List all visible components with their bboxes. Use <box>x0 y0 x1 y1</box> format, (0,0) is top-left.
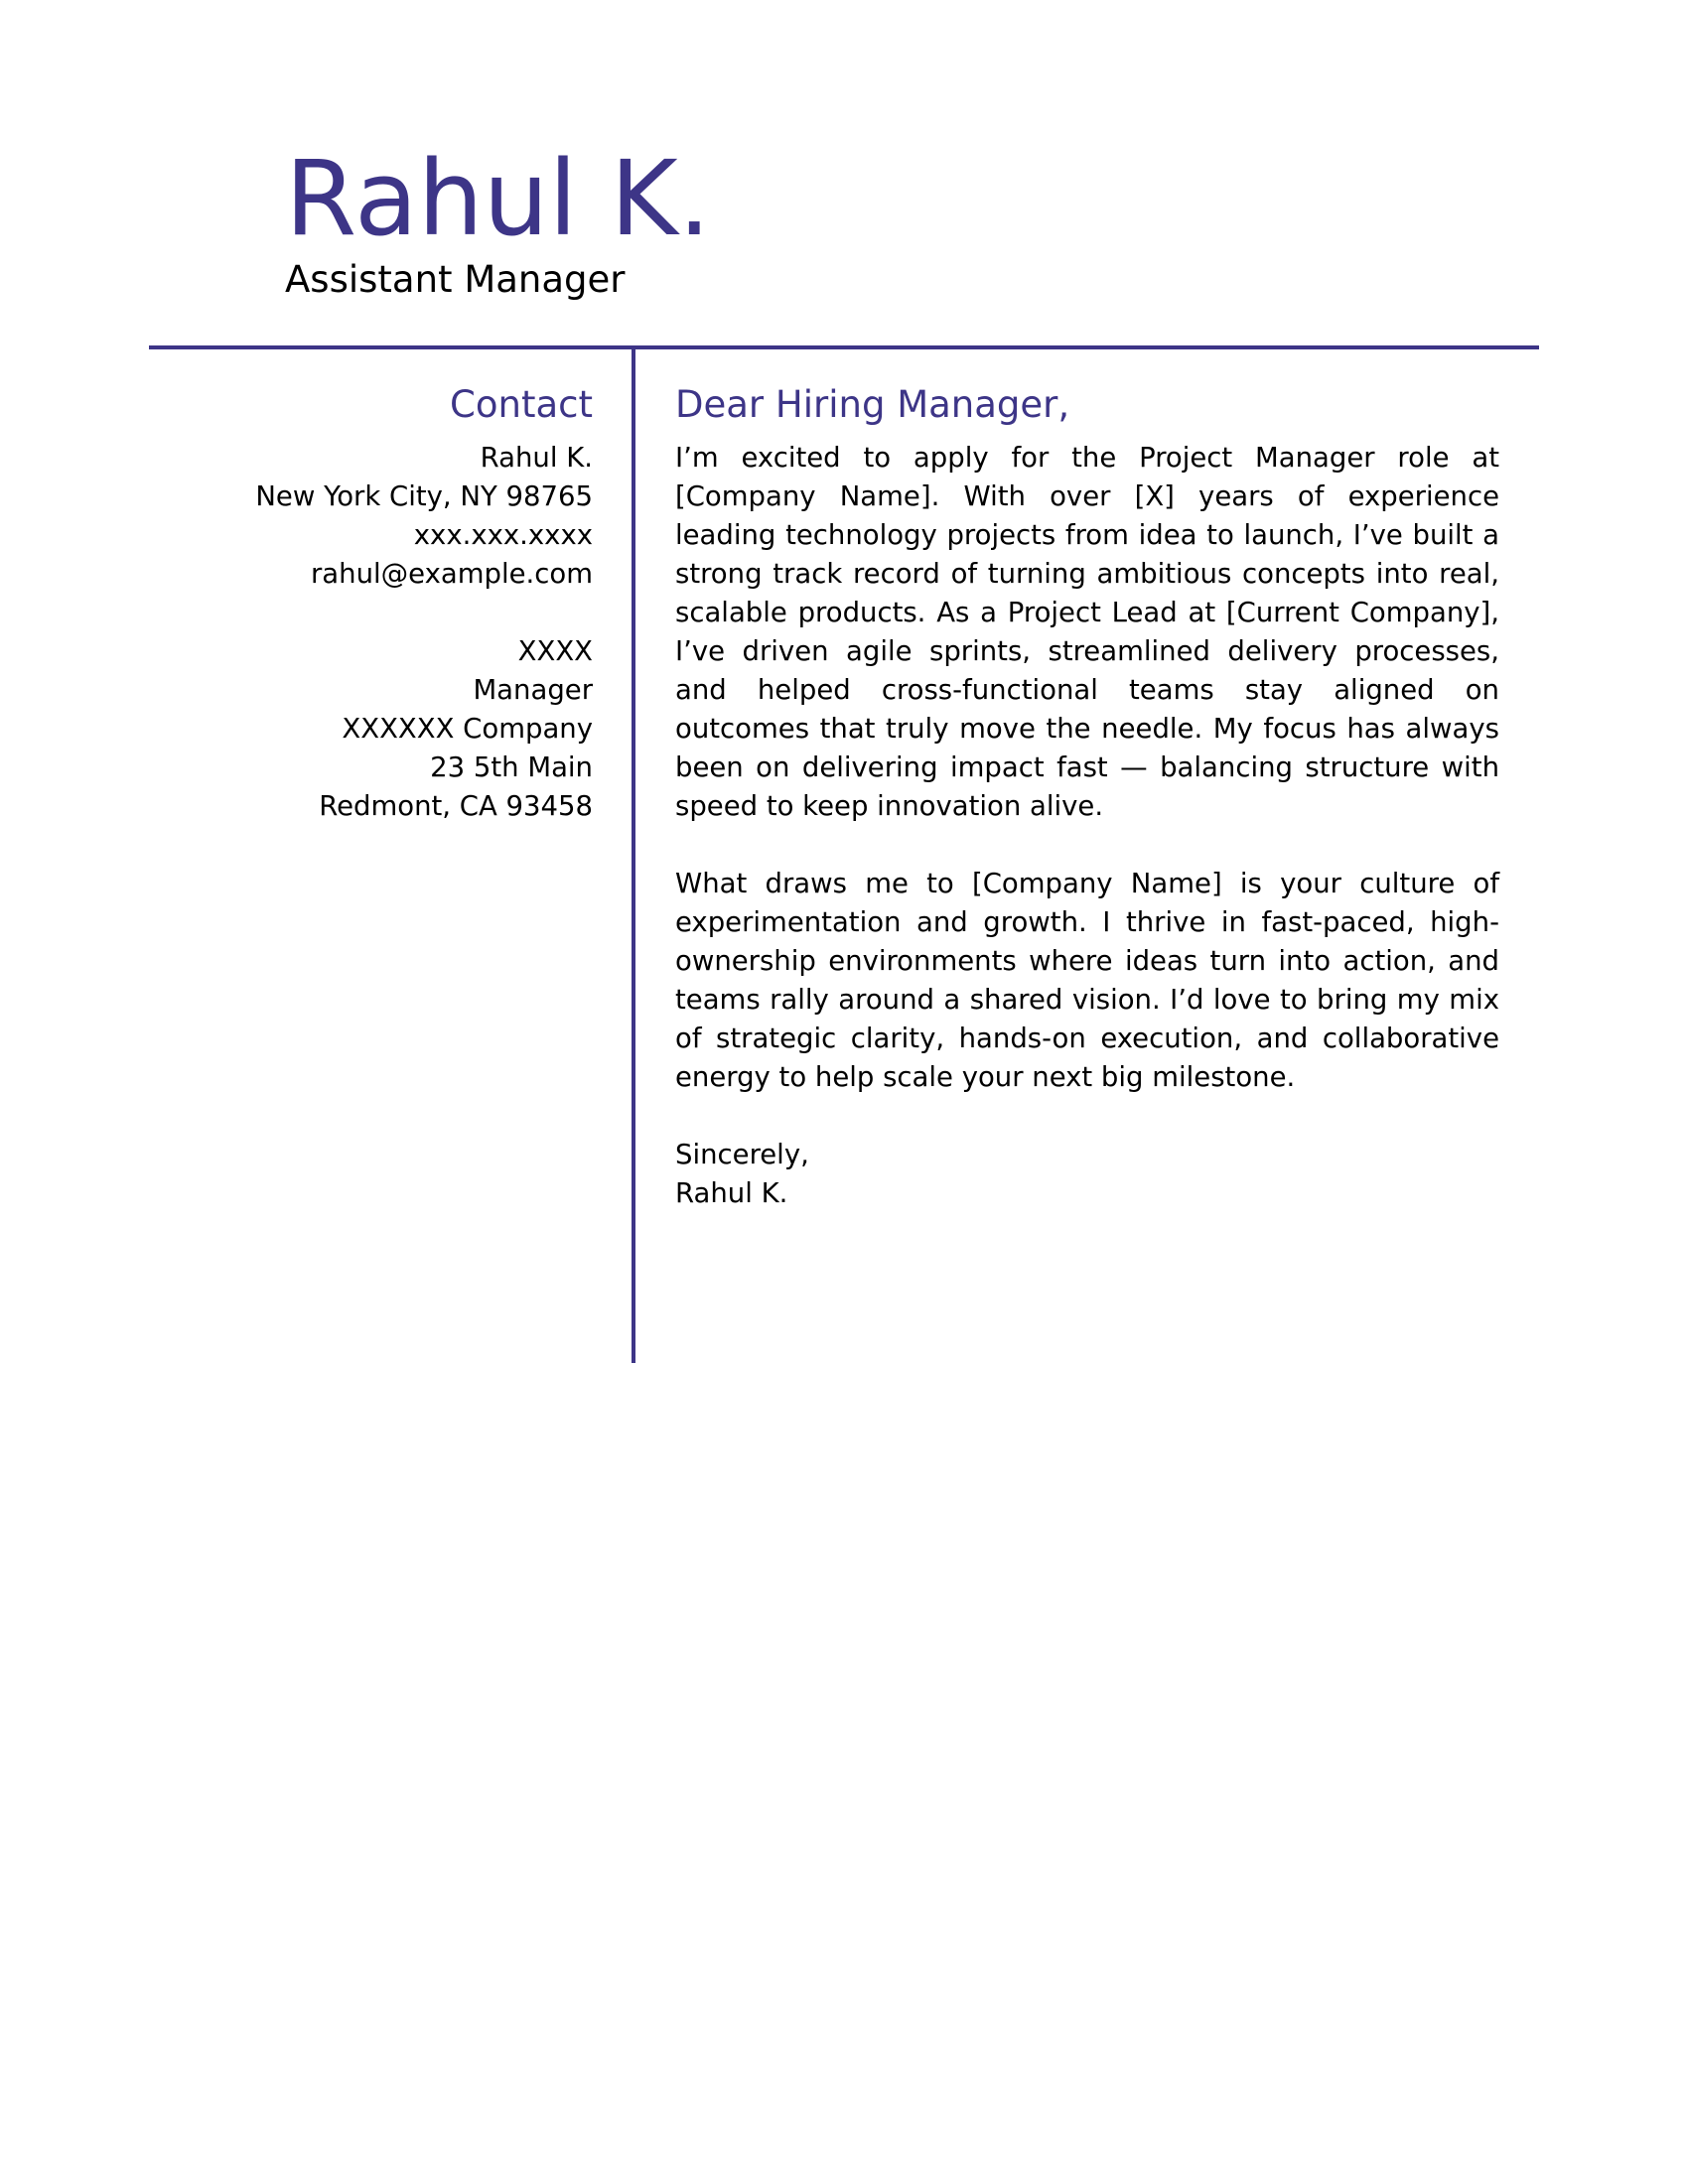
column-divider <box>632 347 635 1363</box>
header-divider <box>149 345 1539 349</box>
recipient-name: XXXX <box>517 635 593 667</box>
sender-name: Rahul K. <box>480 442 593 474</box>
letter-signoff <box>675 1136 1499 1213</box>
sender-location: New York City, NY 98765 <box>255 480 593 512</box>
recipient-role: Manager <box>473 674 593 706</box>
applicant-title: Assistant Manager <box>285 258 626 301</box>
sender-phone: xxx.xxx.xxxx <box>413 519 593 551</box>
salutation: Dear Hiring Manager, <box>675 383 1070 426</box>
spacer <box>149 594 593 632</box>
recipient-city: Redmont, CA 93458 <box>319 790 593 822</box>
contact-details <box>149 439 593 826</box>
letter-paragraph: What draws me to [Company Name] is your culture of experimentation and growth. I thrive in fast-paced, high-ownership environments where ideas turn into action, and teams rally around a shared vision. I’d love to bring my mix of strategic clarity, hands-on execution, and collaborative energy to help scale your next big milestone. <box>675 868 1499 1093</box>
applicant-name: Rahul K. <box>285 138 711 259</box>
closing: Sincerely, <box>675 1139 809 1170</box>
recipient-street: 23 5th Main <box>430 751 593 783</box>
letter-column <box>675 377 1499 1213</box>
contact-column <box>149 377 593 826</box>
letter-body <box>675 439 1499 1097</box>
letter-paragraph: I’m excited to apply for the Project Manager role at [Company Name]. With over [X] years of experience leading technology projects from idea to launch, I’ve built a strong track record of turning ambitious concepts into real, scalable products. As a Project Lead at [Current Company], I’ve driven agile sprints, streamlined delivery processes, and helped cross-functional teams stay aligned on outcomes that truly move the needle. My focus has always been on delivering impact fast — balancing structure with speed to keep innovation alive. <box>675 442 1499 822</box>
recipient-company: XXXXXX Company <box>342 713 593 745</box>
contact-heading: Contact <box>450 383 593 426</box>
sender-email: rahul@example.com <box>311 558 593 590</box>
signature: Rahul K. <box>675 1177 788 1209</box>
